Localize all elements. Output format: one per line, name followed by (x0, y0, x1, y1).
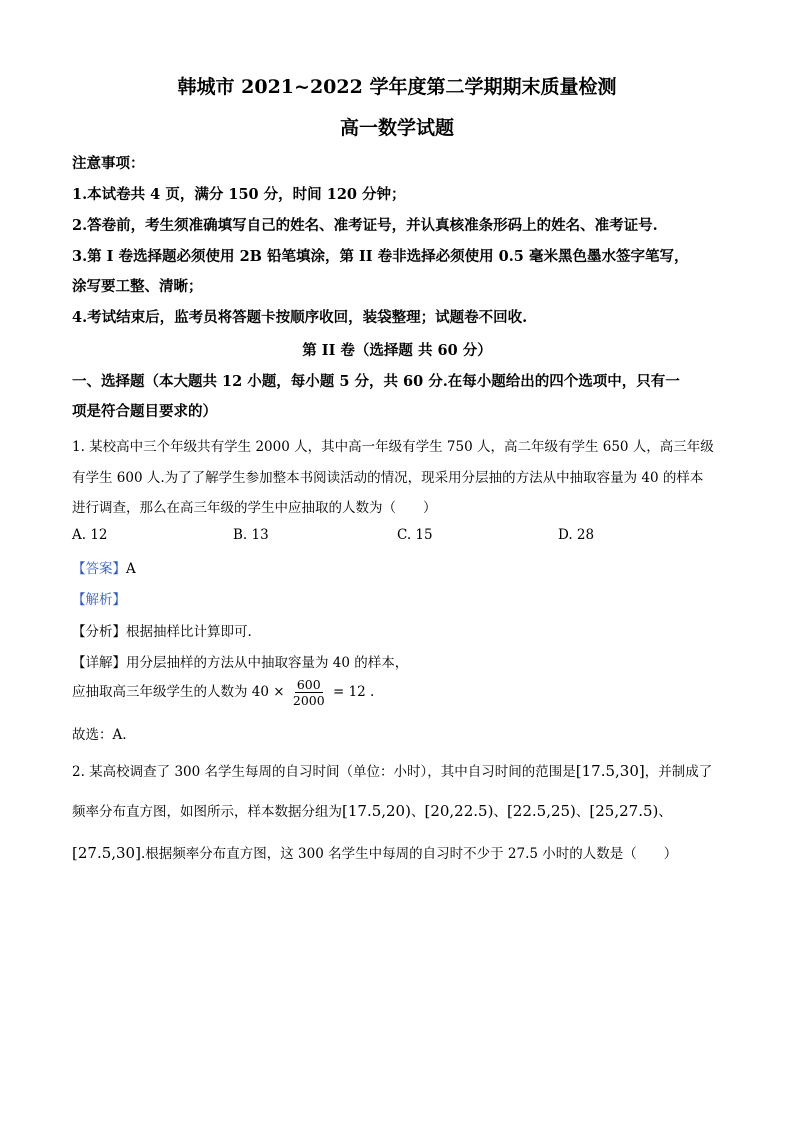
notice-item: 1.本试卷共 4 页，满分 150 分，时间 120 分钟； (72, 186, 406, 203)
fenxi-tag: 【分析】 (72, 624, 126, 640)
answer-value: A (126, 561, 136, 577)
q2-text: ，并制成了 (644, 764, 713, 780)
fraction-denominator: 2000 (292, 693, 325, 708)
q1-stem-line: 1. 某校高中三个年级共有学生 2000 人，其中高一年级有学生 750 人，高二年级有学生 650 人，高三年级 (72, 439, 714, 455)
q1-detail (72, 651, 408, 671)
detail-tag: 【详解】 (72, 655, 126, 671)
q1-option-a: A. 12 (72, 527, 108, 543)
q2-interval: [27.5,30] (72, 844, 141, 862)
q2-interval: [17.5,20) (342, 802, 411, 820)
detail-text: 用分层抽样的方法从中抽取容量为 40 的样本， (126, 655, 409, 671)
notice-item: 2.答卷前，考生须准确填写自己的姓名、准考证号，并认真核准条形码上的姓名、准考证号. (72, 217, 658, 234)
q2-interval: [20,22.5) (424, 802, 494, 820)
section-instruction-cont: 项是符合题目要求的） (72, 403, 217, 420)
q1-calculation (72, 677, 374, 708)
q1-analysis-tag (72, 588, 126, 608)
q2-interval: [17.5,30] (575, 762, 645, 780)
section-instruction: 一、选择题（本大题共 12 小题，每小题 5 分，共 60 分.在每小题给出的四个选项中，只有一 (72, 373, 680, 390)
notice-heading: 注意事项： (72, 155, 145, 172)
calc-prefix: 应抽取高三年级学生的人数为 40 × (72, 684, 285, 700)
q2-text: .根据频率分布直方图，这 300 名学生中每周的自习时不少于 27.5 小时的人数是（ ） (140, 846, 678, 862)
q1-fenxi (72, 620, 252, 640)
q2-interval: [22.5,25) (506, 802, 576, 820)
notice-item: 3.第 I 卷选择题必须使用 2B 铅笔填涂，第 II 卷非选择必须使用 0.5 毫米黑色墨水签字笔写， (72, 248, 689, 265)
fraction (291, 677, 327, 708)
exam-title: 韩城市 2021~2022 学年度第二学期期末质量检测 (177, 76, 617, 98)
q1-stem-line: 进行调查，那么在高三年级的学生中应抽取的人数为（ ） (72, 500, 437, 516)
q1-conclusion: 故选：A. (72, 727, 127, 743)
analysis-tag: 【解析】 (72, 592, 126, 608)
q2-text: 频率分布直方图，如图所示，样本数据分组为 (72, 804, 342, 820)
q2-interval: [25,27.5) (589, 802, 659, 820)
q1-option-d: D. 28 (558, 527, 595, 543)
q2-separator: 、 (410, 804, 425, 820)
notice-item: 4.考试结束后，监考员将答题卡按顺序收回，装袋整理；试题卷不回收. (72, 309, 528, 326)
notice-item: 涂写要工整、清晰； (72, 278, 203, 295)
q2-separator: 、 (658, 804, 672, 820)
section-title: 第 II 卷（选择题 共 60 分） (302, 342, 492, 359)
q2-stem-line (72, 760, 712, 780)
q1-option-b: B. 13 (233, 527, 269, 543)
calc-suffix: = 12 . (332, 684, 375, 700)
q2-stem-line (72, 842, 677, 862)
q1-stem-line: 有学生 600 人.为了了解学生参加整本书阅读活动的情况，现采用分层抽的方法从中抽取容量为 40 的样本 (72, 470, 704, 486)
answer-tag: 【答案】 (72, 561, 126, 577)
fenxi-text: 根据抽样比计算即可. (126, 624, 252, 640)
fraction-numerator: 600 (296, 677, 321, 692)
q2-stem-line (72, 800, 672, 820)
q2-text: 2. 某高校调查了 300 名学生每周的自习时间（单位：小时），其中自习时间的范围是 (72, 764, 576, 780)
q2-separator: 、 (575, 804, 590, 820)
q1-option-c: C. 15 (397, 527, 433, 543)
q2-separator: 、 (493, 804, 507, 820)
exam-subtitle: 高一数学试题 (339, 117, 454, 139)
q1-answer (72, 557, 136, 577)
